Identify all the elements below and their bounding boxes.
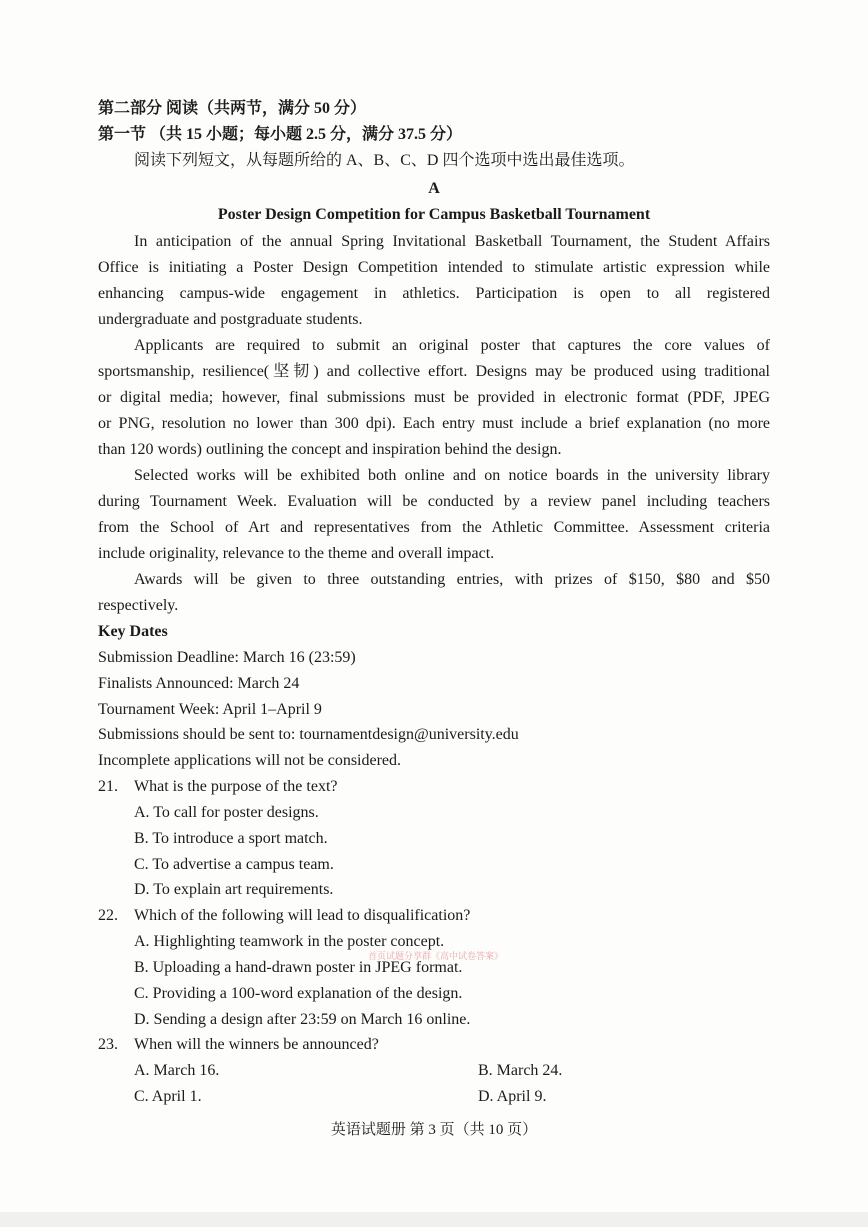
passage-letter: A — [428, 180, 440, 197]
incomplete-notice: Incomplete applications will not be considered. — [98, 752, 402, 769]
answer-option: C. April 1. — [134, 1088, 202, 1105]
answer-option: B. To introduce a sport match. — [134, 830, 328, 847]
watermark-text: 首页试题分享群《高中试卷答案》 — [368, 951, 504, 961]
answer-option: C. Providing a 100-word explanation of the design. — [134, 985, 463, 1002]
paragraph-1-line: In anticipation of the annual Spring Invitational Basketball Tournament, the Student Affairs — [134, 233, 770, 250]
paragraph-2-line: or digital media; however, final submissions must be provided in electronic format (PDF, JPEG — [98, 389, 770, 406]
paragraph-3-line: from the School of Art and representatives from the Athletic Committee. Assessment criteria — [98, 519, 770, 536]
answer-option: A. March 16. — [134, 1062, 220, 1079]
paragraph-2-line: than 120 words) outlining the concept and inspiration behind the design. — [98, 441, 562, 458]
question-number: 23. — [98, 1036, 118, 1053]
answer-option: B. Uploading a hand-drawn poster in JPEG format. — [134, 959, 463, 976]
paragraph-1-line: enhancing campus-wide engagement in athletics. Participation is open to all registered — [98, 285, 770, 302]
paragraph-4-line: Awards will be given to three outstanding entries, with prizes of $150, $80 and $50 — [134, 571, 770, 588]
question-number: 21. — [98, 778, 118, 795]
answer-option: C. To advertise a campus team. — [134, 856, 334, 873]
question-number: 22. — [98, 907, 118, 924]
question-stem: When will the winners be announced? — [134, 1036, 379, 1053]
part-heading: 第二部分 阅读（共两节，满分 50 分） — [98, 100, 367, 117]
passage-title: Poster Design Competition for Campus Basketball Tournament — [217, 206, 651, 223]
paragraph-2-line: Applicants are required to submit an original poster that captures the core values of — [134, 337, 770, 354]
section-heading: 第一节 （共 15 小题；每小题 2.5 分，满分 37.5 分） — [98, 126, 463, 143]
answer-option: D. To explain art requirements. — [134, 881, 334, 898]
instruction-text: 阅读下列短文，从每题所给的 A、B、C、D 四个选项中选出最佳选项。 — [134, 152, 635, 169]
paragraph-3-line: during Tournament Week. Evaluation will be conducted by a review panel including teachers — [98, 493, 770, 510]
paragraph-2-line: or PNG, resolution no lower than 300 dpi). Each entry must include a brief explanation (no more — [98, 415, 770, 432]
answer-option: B. March 24. — [478, 1062, 563, 1079]
answer-option: D. April 9. — [478, 1088, 547, 1105]
paragraph-4-line: respectively. — [98, 597, 179, 614]
paragraph-3-line: Selected works will be exhibited both online and on notice boards in the university library — [134, 467, 770, 484]
paragraph-3-line: include originality, relevance to the theme and overall impact. — [98, 545, 495, 562]
answer-option: D. Sending a design after 23:59 on March 16 online. — [134, 1011, 471, 1028]
key-dates-heading: Key Dates — [98, 623, 168, 640]
paragraph-2-line: sportsmanship, resilience(坚韧) and collective effort. Designs may be produced using traditional — [98, 363, 770, 380]
page-footer: 英语试题册 第 3 页（共 10 页） — [330, 1122, 538, 1138]
answer-option: A. Highlighting teamwork in the poster concept. — [134, 933, 445, 950]
paragraph-1-line: Office is initiating a Poster Design Competition intended to stimulate artistic expression while — [98, 259, 770, 276]
scan-edge — [0, 1212, 868, 1227]
question-stem: Which of the following will lead to disqualification? — [134, 907, 471, 924]
key-date-item: Finalists Announced: March 24 — [98, 675, 300, 692]
submission-email-line: Submissions should be sent to: tournamentdesign@university.edu — [98, 726, 519, 743]
paragraph-1-line: undergraduate and postgraduate students. — [98, 311, 363, 328]
question-stem: What is the purpose of the text? — [134, 778, 338, 795]
key-date-item: Submission Deadline: March 16 (23:59) — [98, 649, 356, 666]
answer-option: A. To call for poster designs. — [134, 804, 319, 821]
key-date-item: Tournament Week: April 1–April 9 — [98, 701, 322, 718]
